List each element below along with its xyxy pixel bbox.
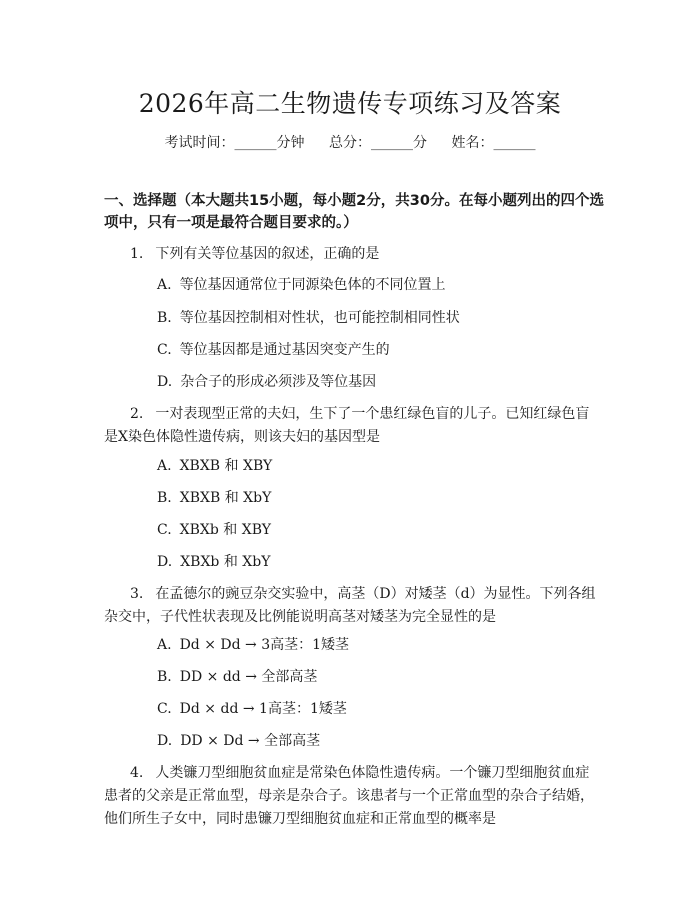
- question-1-option-b: [157, 308, 460, 328]
- question-4: [104, 762, 600, 831]
- option-letter: D.: [157, 554, 173, 570]
- option-letter: A.: [157, 637, 172, 653]
- option-letter: C.: [157, 342, 172, 358]
- question-number: 2.: [130, 406, 144, 422]
- option-letter: A.: [157, 277, 172, 293]
- question-2: [104, 403, 600, 449]
- question-3-option-b: [157, 667, 317, 687]
- question-number: 1.: [130, 246, 144, 262]
- question-1: [104, 243, 600, 266]
- question-text: 在孟德尔的豌豆杂交实验中，高茎（D）对矮茎（d）为显性。下列各组杂交中，子代性状表现及比例能说明高茎对矮茎为完全显性的是: [104, 586, 596, 625]
- option-letter: C.: [157, 701, 172, 717]
- option-text: 杂合子的形成必须涉及等位基因: [180, 374, 377, 390]
- question-text: 人类镰刀型细胞贫血症是常染色体隐性遗传病。一个镰刀型细胞贫血症患者的父亲是正常血型，母亲是杂合子。该患者与一个正常血型的杂合子结婚，他们所生子女中，同时患镰刀型细胞贫血症和正常血型的概率是: [104, 765, 594, 827]
- exam-time-field: 考试时间：______分钟: [164, 135, 305, 151]
- option-text: Dd × dd → 1高茎：1矮茎: [179, 701, 347, 717]
- option-letter: B.: [157, 310, 172, 326]
- option-text: XBXB 和 XBY: [179, 458, 273, 474]
- question-3: [104, 583, 600, 629]
- question-number: 3.: [130, 586, 144, 602]
- option-letter: B.: [157, 490, 172, 506]
- option-text: DD × dd → 全部高茎: [179, 669, 318, 685]
- option-letter: D.: [157, 733, 173, 749]
- question-1-option-c: [157, 340, 390, 360]
- student-name-field: 姓名：______: [451, 135, 536, 151]
- question-2-option-a: [157, 456, 272, 476]
- exam-info-line: [0, 132, 700, 152]
- question-text: 一对表现型正常的夫妇，生下了一个患红绿色盲的儿子。已知红绿色盲是X染色体隐性遗传病，则该夫妇的基因型是: [104, 406, 590, 445]
- option-text: Dd × Dd → 3高茎：1矮茎: [179, 637, 350, 653]
- option-letter: C.: [157, 522, 172, 538]
- question-1-option-d: [157, 372, 376, 392]
- option-text: XBXb 和 XbY: [180, 554, 271, 570]
- option-text: XBXb 和 XBY: [179, 522, 272, 538]
- option-letter: D.: [157, 374, 173, 390]
- question-1-option-a: [157, 275, 446, 295]
- question-text: 下列有关等位基因的叙述，正确的是: [155, 246, 380, 262]
- question-number: 4.: [130, 765, 144, 781]
- page-title: 2026年高二生物遗传专项练习及答案: [138, 89, 562, 118]
- option-letter: B.: [157, 669, 172, 685]
- option-text: XBXB 和 XbY: [179, 490, 272, 506]
- question-2-option-c: [157, 520, 271, 540]
- option-text: 等位基因通常位于同源染色体的不同位置上: [179, 277, 446, 293]
- option-text: 等位基因控制相对性状，也可能控制相同性状: [179, 310, 460, 326]
- question-2-option-b: [157, 488, 271, 508]
- question-3-option-c: [157, 699, 347, 719]
- section-heading-choice: 一、选择题（本大题共15小题，每小题2分，共30分。在每小题列出的四个选项中，只有一项是最符合题目要求的。）: [104, 193, 604, 231]
- question-3-option-d: [157, 731, 320, 751]
- option-text: DD × Dd → 全部高茎: [180, 733, 321, 749]
- question-2-option-d: [157, 552, 270, 572]
- question-3-option-a: [157, 635, 349, 655]
- total-score-field: 总分：______分: [329, 135, 427, 151]
- option-text: 等位基因都是通过基因突变产生的: [179, 342, 390, 358]
- option-letter: A.: [157, 458, 172, 474]
